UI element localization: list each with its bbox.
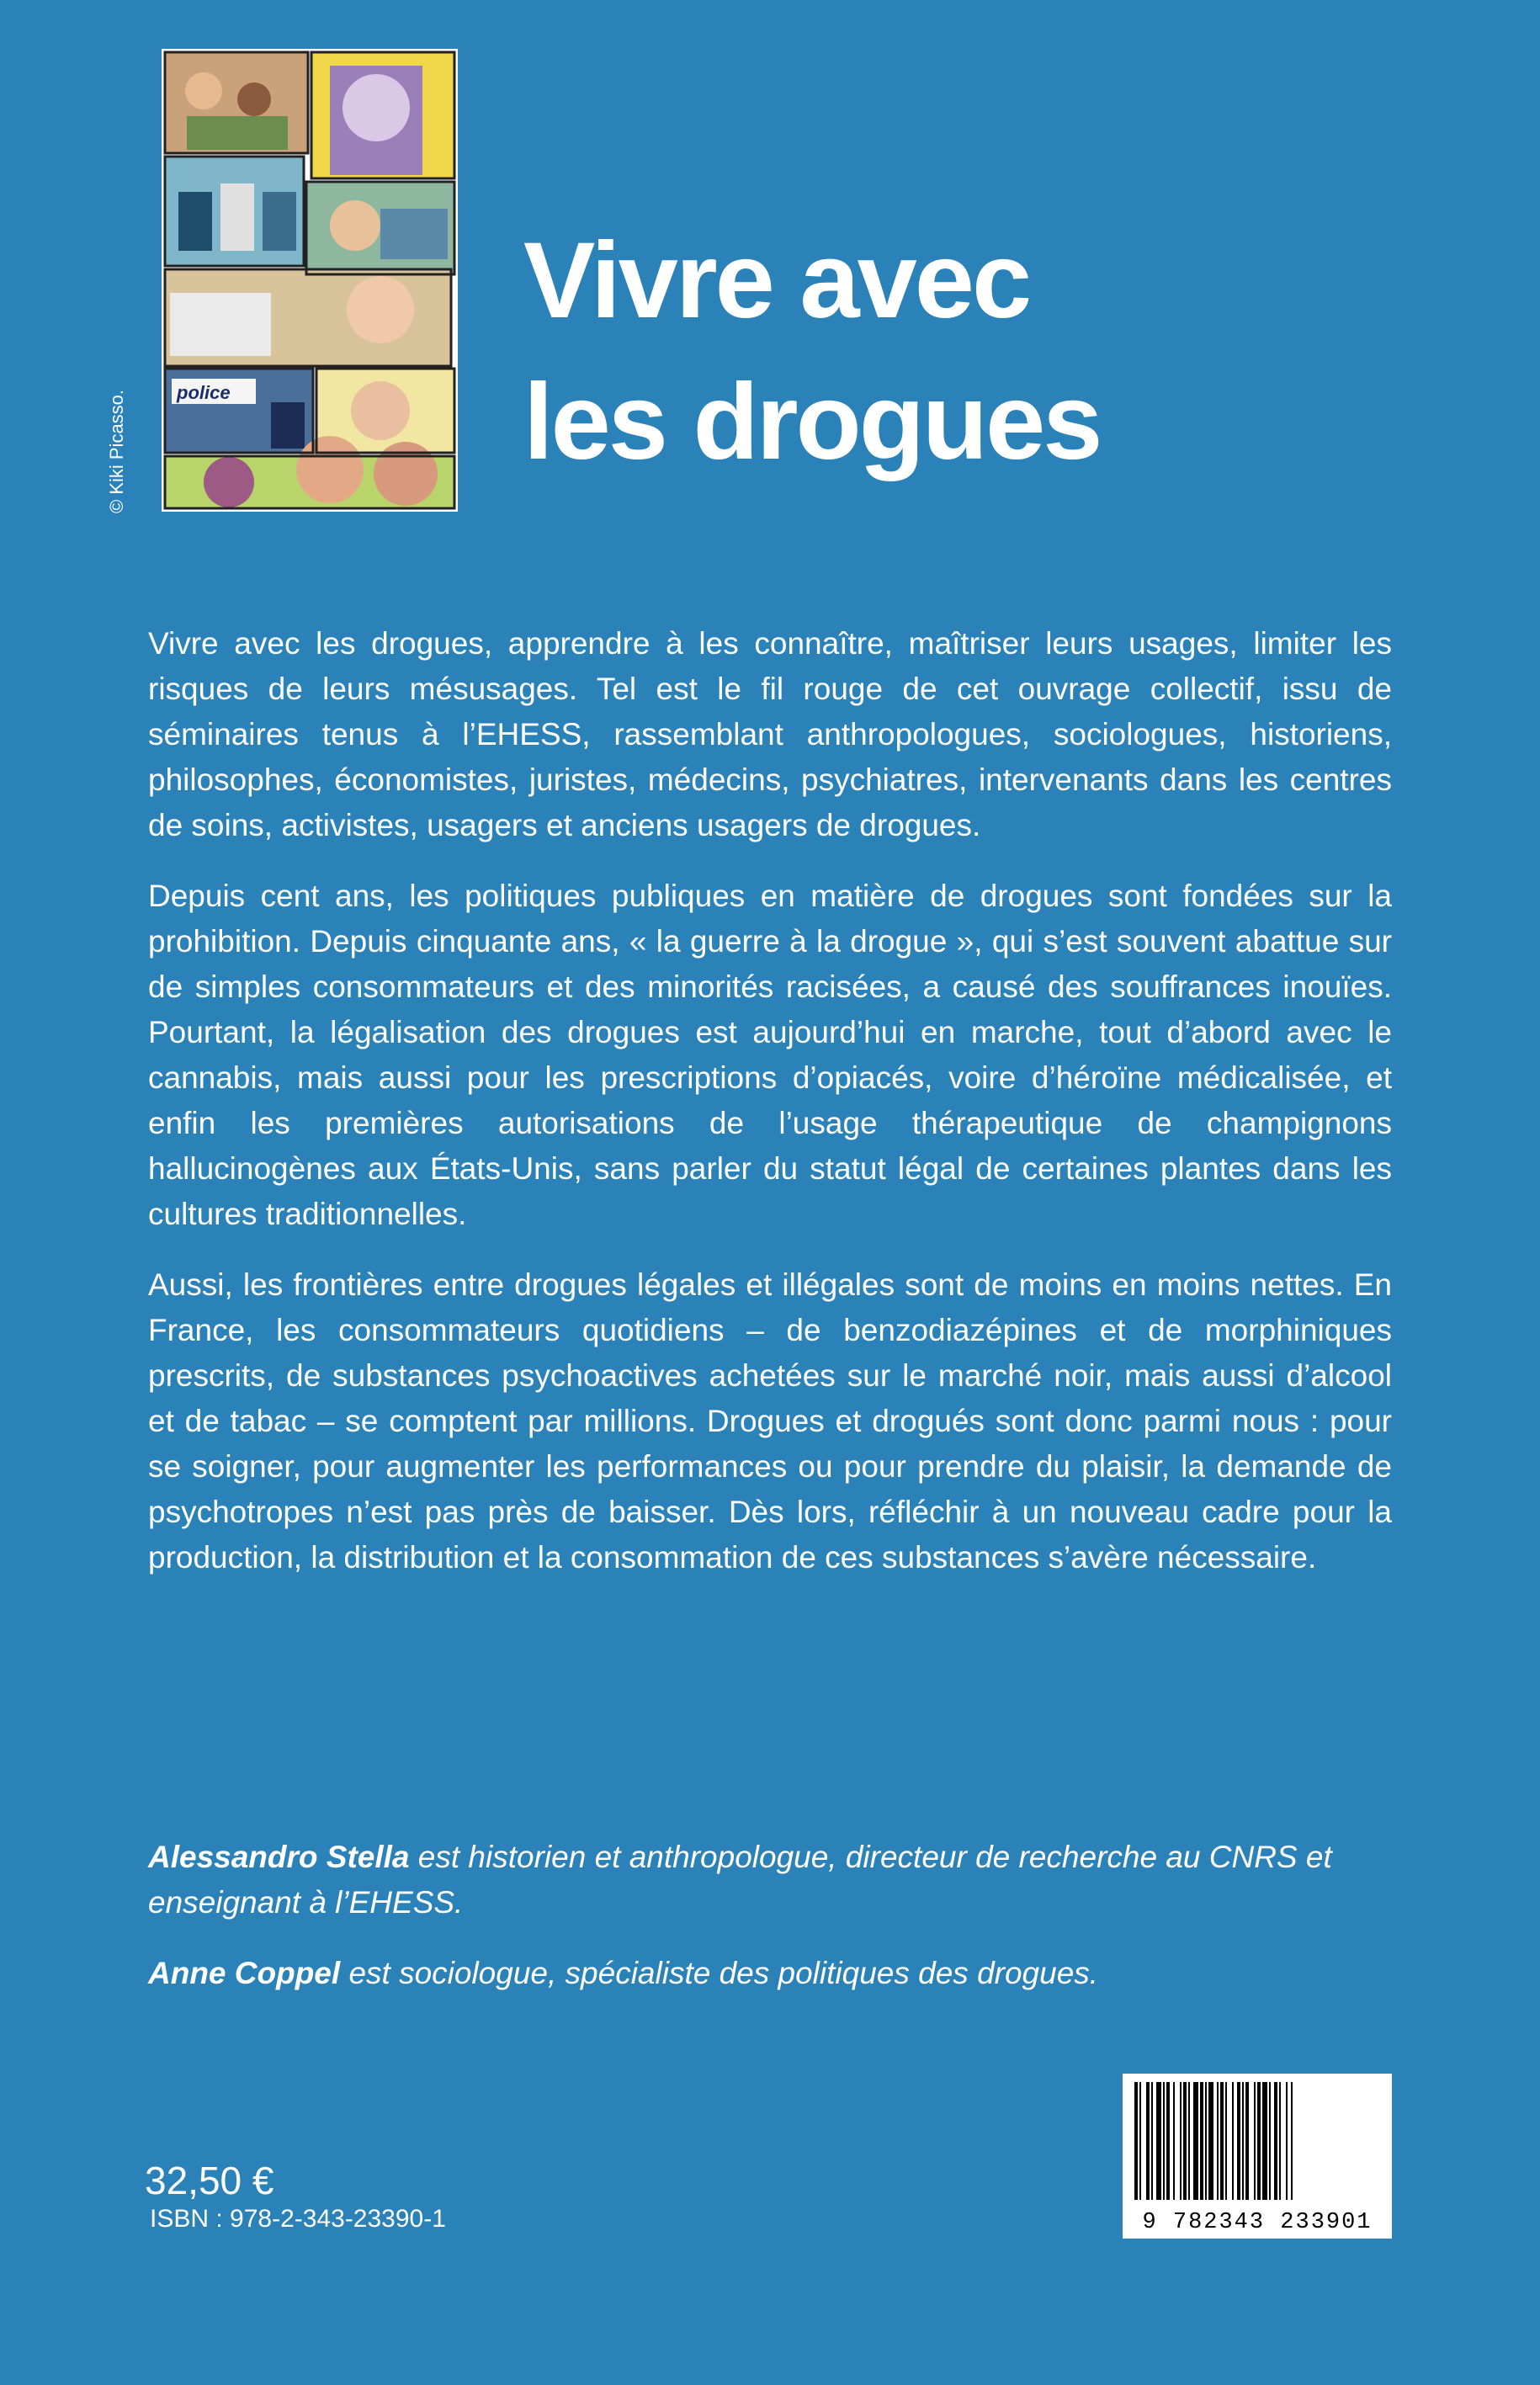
barcode-bar — [1134, 2082, 1138, 2200]
barcode-bar — [1237, 2082, 1240, 2200]
barcode-bar — [1291, 2082, 1293, 2200]
barcode-bar — [1146, 2082, 1150, 2200]
barcode-bar — [1262, 2082, 1267, 2200]
barcode-bar — [1205, 2082, 1207, 2200]
barcode-bar — [1286, 2082, 1288, 2200]
barcode-bar — [1254, 2082, 1256, 2200]
barcode-bar — [1279, 2082, 1281, 2200]
author-description: est sociologue, spécialiste des politiques des drogues. — [340, 1956, 1099, 1990]
barcode-bar — [1166, 2082, 1170, 2200]
barcode-bar — [1245, 2082, 1249, 2200]
cover-illustration — [162, 49, 458, 512]
author-description: est historien et anthropologue, directeur de recherche au CNRS et enseignant à l’EHESS. — [148, 1840, 1332, 1920]
police-text: police — [177, 382, 231, 403]
barcode-bar — [1242, 2082, 1244, 2200]
author-bio — [148, 1951, 1392, 1996]
barcode-bar — [1180, 2082, 1182, 2200]
author-bio — [148, 1835, 1392, 1926]
blurb — [148, 621, 1392, 1606]
barcode-bar — [1217, 2082, 1219, 2200]
isbn: ISBN : 978-2-343-23390-1 — [150, 2205, 446, 2233]
barcode-bar — [1156, 2082, 1161, 2200]
price: 32,50 € — [145, 2159, 274, 2202]
author-name: Alessandro Stella — [148, 1840, 410, 1874]
barcode-bar — [1200, 2082, 1203, 2200]
blurb-paragraph: Depuis cent ans, les politiques publiques en matière de drogues sont fondées sur la prohibition. Depuis cinquante ans, « la guerre à la drogue », qui s’est souvent abattue sur de simples consommateurs et des minorités racisées, a causé des souffrances inouïes. Pourtant, la légalisation des drogues est aujourd’hui en marche, tout d’abord avec le cannabis, mais aussi pour les prescriptions d’opiacés, voire d’héroïne médicalisée, et enfin les premières autorisations de l’usage thérapeutique de champignons hallucinogènes aux États-Unis, sans parler du statut légal de certaines plantes dans les cultures traditionnelles. — [148, 879, 1392, 1231]
blurb-paragraph: Vivre avec les drogues, apprendre à les connaître, maîtriser leurs usages, limiter les risques de leurs mésusages. Tel est le fil rouge de cet ouvrage collectif, issu de séminaires tenus à l’EHESS, rassemblant anthropologues, sociologues, historiens, philosophes, économistes, juristes, médecins, psychiatres, intervenants dans les centres de soins, activistes, usagers et anciens usagers de drogues. — [148, 626, 1392, 842]
barcode-bar — [1225, 2082, 1227, 2200]
barcode-bar — [1151, 2082, 1153, 2200]
barcode-bar — [1269, 2082, 1271, 2200]
author-bios — [148, 1835, 1392, 2021]
author-name: Anne Coppel — [148, 1956, 341, 1990]
barcode-bar — [1208, 2082, 1213, 2200]
barcode — [1123, 2074, 1392, 2239]
book-title — [523, 210, 1449, 493]
barcode-bar — [1193, 2082, 1198, 2200]
photo-credit: © Kiki Picasso. — [106, 389, 127, 513]
barcode-number: 9 782343 233901 — [1142, 2210, 1373, 2235]
barcode-bar — [1188, 2082, 1190, 2200]
blurb-paragraph: Aussi, les frontières entre drogues légales et illégales sont de moins en moins nettes. En France, les consommateurs quotidiens – de benzodiazépines et de morphiniques prescrits, de substances psychoactives achetées sur le marché noir, mais aussi d’alcool et de tabac – se comptent par millions. Drogues et drogués sont donc parmi nous : pour se soigner, pour augmenter les performances ou pour prendre du plaisir, la demande de psychotropes n’est pas près de baisser. Dès lors, réfléchir à un nouveau cadre pour la production, la distribution et la consommation de ces substances s’avère nécessaire. — [148, 1267, 1392, 1575]
barcode-bar — [1139, 2082, 1141, 2200]
barcode-bars — [1123, 2074, 1392, 2208]
barcode-bar — [1232, 2082, 1234, 2200]
barcode-bar — [1173, 2082, 1175, 2200]
title-line-1: Vivre avec — [523, 220, 1030, 341]
barcode-bar — [1163, 2082, 1165, 2200]
barcode-bar — [1257, 2082, 1261, 2200]
barcode-bar — [1274, 2082, 1277, 2200]
title-line-2: les drogues — [523, 362, 1101, 482]
barcode-bar — [1220, 2082, 1224, 2200]
barcode-bar — [1183, 2082, 1187, 2200]
